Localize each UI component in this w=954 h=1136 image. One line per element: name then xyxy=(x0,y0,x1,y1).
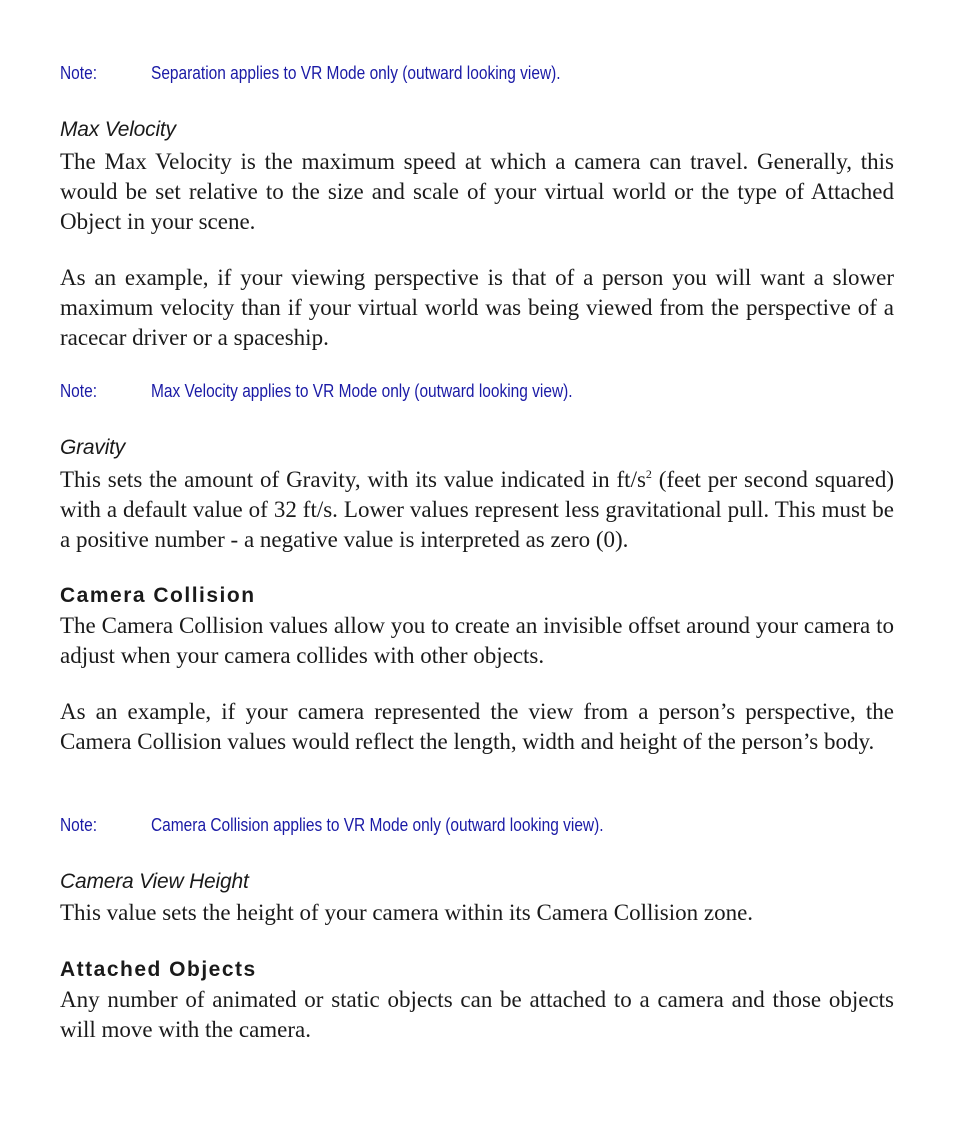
gravity-text-end: (feet per second squared) with a default value of 32 ft/s. Lower values represent less gravitational pull. This must be a positive number - a negative value is interpreted as zero (0). xyxy=(60,467,894,552)
note-label: Note: xyxy=(60,381,98,401)
note-camera-collision xyxy=(60,815,894,836)
note-label: Note: xyxy=(60,815,98,835)
max-velocity-paragraph-2: As an example, if your viewing perspective is that of a person you will want a slower maximum velocity than if your virtual world was being viewed from the perspective of a racecar driver or a spaceship. xyxy=(60,265,894,350)
note-max-velocity xyxy=(60,381,894,402)
gravity-heading: Gravity xyxy=(60,436,126,459)
attached-objects-heading: Attached Objects xyxy=(60,958,257,981)
attached-objects-paragraph: Any number of animated or static objects can be attached to a camera and those objects will move with the camera. xyxy=(60,987,894,1042)
camera-collision-paragraph-2: As an example, if your camera represented the view from a person’s perspective, the Camera Collision values would reflect the length, width and height of the person’s body. xyxy=(60,699,894,754)
gravity-paragraph xyxy=(60,465,894,555)
note-text: Separation applies to VR Mode only (outward looking view). xyxy=(151,63,561,83)
camera-view-height-heading: Camera View Height xyxy=(60,870,249,893)
note-label: Note: xyxy=(60,63,98,83)
camera-view-height-paragraph: This value sets the height of your camera within its Camera Collision zone. xyxy=(60,900,754,925)
max-velocity-paragraph-1: The Max Velocity is the maximum speed at which a camera can travel. Generally, this would be set relative to the size and scale of your virtual world or the type of Attached Object in your scene. xyxy=(60,149,894,234)
note-separation xyxy=(60,63,894,84)
gravity-superscript: 2 xyxy=(645,467,652,481)
camera-collision-paragraph-1: The Camera Collision values allow you to create an invisible offset around your camera to adjust when your camera collides with other objects. xyxy=(60,613,894,668)
camera-collision-heading: Camera Collision xyxy=(60,584,256,607)
gravity-text-start: This sets the amount of Gravity, with its value indicated in ft/s xyxy=(60,467,646,492)
note-text: Camera Collision applies to VR Mode only (outward looking view). xyxy=(151,815,604,835)
max-velocity-heading: Max Velocity xyxy=(60,118,176,141)
note-text: Max Velocity applies to VR Mode only (outward looking view). xyxy=(151,381,573,401)
